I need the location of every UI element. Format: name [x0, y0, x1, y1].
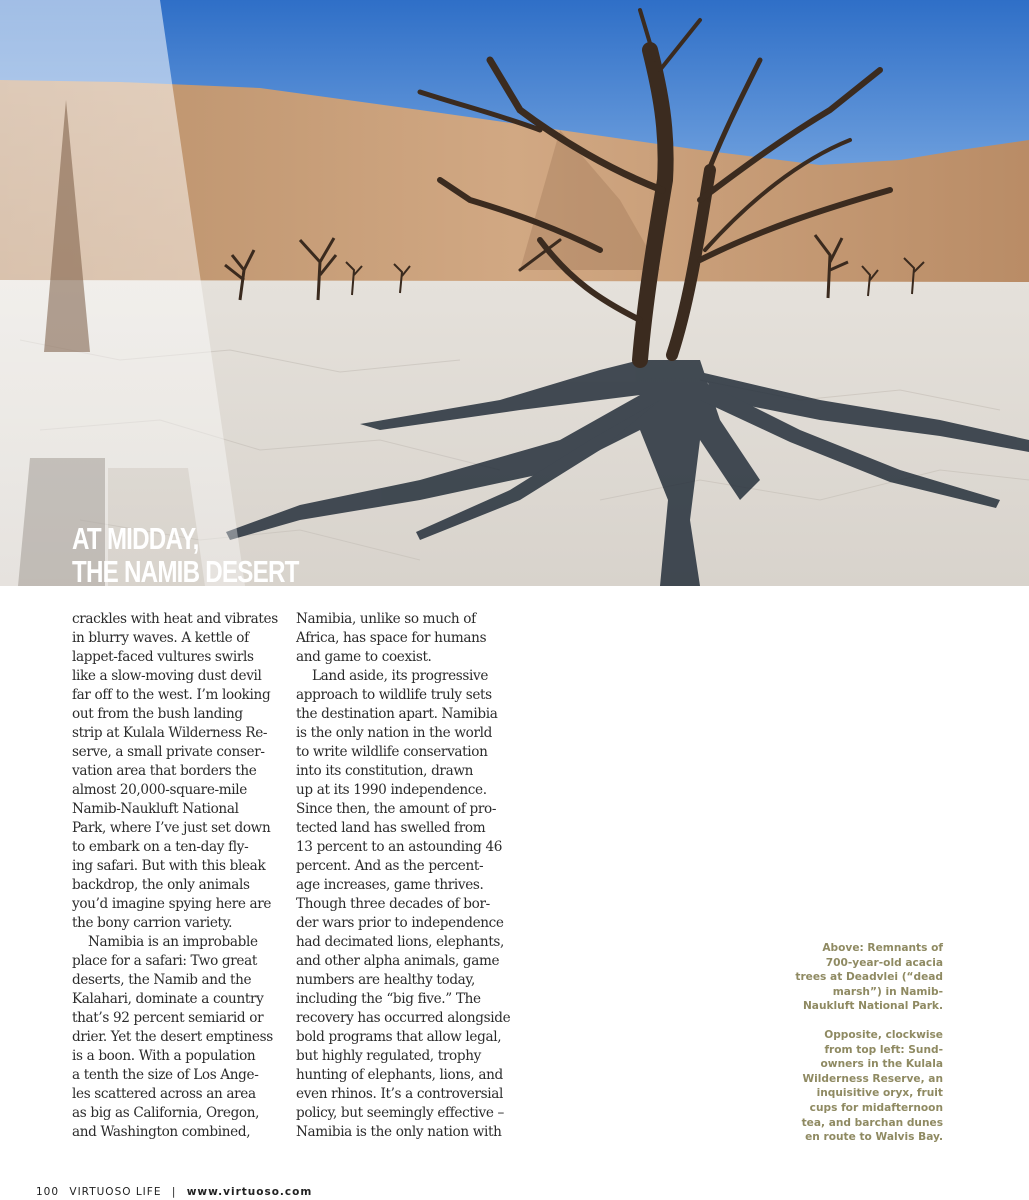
website-link[interactable]: www.virtuoso.com	[186, 1186, 313, 1198]
text-line: Kalahari, dominate a country	[72, 991, 264, 1007]
caption-line: tea, and barchan dunes	[801, 1116, 943, 1129]
text-line: Park, where I’ve just set down	[72, 820, 271, 836]
caption-line: Naukluft National Park.	[802, 1000, 943, 1013]
text-line: ing safari. But with this bleak	[72, 858, 266, 874]
text-line: but highly regulated, trophy	[296, 1048, 481, 1064]
text-line: you’d imagine spying here are	[72, 896, 272, 912]
text-line: into its constitution, drawn	[296, 763, 474, 779]
text-line: serve, a small private conser-	[72, 744, 265, 760]
text-line: age increases, game thrives.	[296, 877, 484, 893]
text-line: approach to wildlife truly sets	[296, 687, 492, 703]
text-line: up at its 1990 independence.	[296, 782, 487, 798]
text-line: is the only nation in the world	[296, 725, 492, 741]
text-line: Namib-Naukluft National	[72, 801, 239, 817]
text-line: 13 percent to an astounding 46	[296, 839, 503, 855]
text-line: percent. And as the percent-	[296, 858, 484, 874]
headline-line-2: THE NAMIB DESERT	[72, 554, 299, 589]
text-line: even rhinos. It’s a controversial	[296, 1086, 504, 1102]
magazine-name: VIRTUOSO LIFE	[69, 1186, 162, 1198]
caption-above	[753, 941, 943, 1014]
text-line: a tenth the size of Los Ange-	[72, 1067, 259, 1083]
hero-photo	[0, 0, 1029, 589]
caption-line: inquisitive oryx, fruit	[816, 1087, 943, 1100]
text-line: drier. Yet the desert emptiness	[72, 1029, 273, 1045]
text-line: including the “big five.” The	[296, 991, 481, 1007]
text-line: Africa, has space for humans	[296, 630, 487, 646]
text-line: out from the bush landing	[72, 706, 243, 722]
text-line: les scattered across an area	[72, 1086, 256, 1102]
text-line: deserts, the Namib and the	[72, 972, 252, 988]
text-line: numbers are healthy today,	[296, 972, 475, 988]
text-line: and game to coexist.	[296, 649, 432, 665]
desert-dead-acacia-photo	[0, 0, 1029, 589]
caption-line: owners in the Kulala	[820, 1058, 943, 1071]
text-line: Since then, the amount of pro-	[296, 801, 497, 817]
body-column-1	[72, 610, 278, 1142]
text-line: had decimated lions, elephants,	[296, 934, 505, 950]
text-line: to write wildlife conservation	[296, 744, 488, 760]
text-line: bold programs that allow legal,	[296, 1029, 502, 1045]
text-line: the destination apart. Namibia	[296, 706, 498, 722]
headline-line-1: AT MIDDAY,	[72, 521, 199, 556]
text-line: der wars prior to independence	[296, 915, 504, 931]
text-line: lappet-faced vultures swirls	[72, 649, 254, 665]
text-line: Namibia is an improbable	[88, 934, 258, 950]
photo-captions	[753, 941, 943, 1159]
text-line: as big as California, Oregon,	[72, 1105, 260, 1121]
page-number: 100	[36, 1186, 60, 1198]
text-line: vation area that borders the	[72, 763, 257, 779]
text-line: like a slow-moving dust devil	[72, 668, 262, 684]
text-line: strip at Kulala Wilderness Re-	[72, 725, 268, 741]
caption-line: Wilderness Reserve, an	[802, 1072, 943, 1085]
caption-line: en route to Walvis Bay.	[805, 1131, 943, 1144]
caption-line: marsh”) in Namib-	[832, 985, 943, 998]
text-line: crackles with heat and vibrates	[72, 611, 278, 627]
text-line: and Washington combined,	[72, 1124, 251, 1140]
text-line: Namibia is the only nation with	[296, 1124, 502, 1140]
text-line: and other alpha animals, game	[296, 953, 500, 969]
text-line: place for a safari: Two great	[72, 953, 257, 969]
text-line: Land aside, its progressive	[312, 668, 489, 684]
text-line: policy, but seemingly effective –	[296, 1105, 504, 1121]
text-line: far off to the west. I’m looking	[72, 687, 271, 703]
text-line: backdrop, the only animals	[72, 877, 250, 893]
body-column-2	[296, 610, 511, 1142]
page-footer	[36, 1186, 318, 1198]
text-line: in blurry waves. A kettle of	[72, 630, 249, 646]
caption-line: Opposite, clockwise	[824, 1028, 943, 1041]
text-line: that’s 92 percent semiarid or	[72, 1010, 264, 1026]
text-line: hunting of elephants, lions, and	[296, 1067, 503, 1083]
headline	[72, 522, 299, 588]
text-line: the bony carrion variety.	[72, 915, 233, 931]
footer-separator: |	[171, 1186, 177, 1198]
text-line: Namibia, unlike so much of	[296, 611, 476, 627]
text-line: recovery has occurred alongside	[296, 1010, 511, 1026]
caption-line: trees at Deadvlei (“dead	[795, 971, 943, 984]
caption-line: 700-year-old acacia	[825, 956, 943, 969]
caption-line: cups for midafternoon	[809, 1101, 943, 1114]
text-line: almost 20,000-square-mile	[72, 782, 247, 798]
text-line: tected land has swelled from	[296, 820, 486, 836]
caption-line: Above: Remnants of	[822, 942, 943, 954]
text-line: is a boon. With a population	[72, 1048, 256, 1064]
text-line: to embark on a ten-day fly-	[72, 839, 249, 855]
caption-opposite	[753, 1028, 943, 1145]
caption-line: from top left: Sund-	[824, 1043, 943, 1056]
text-line: Though three decades of bor-	[296, 896, 490, 912]
